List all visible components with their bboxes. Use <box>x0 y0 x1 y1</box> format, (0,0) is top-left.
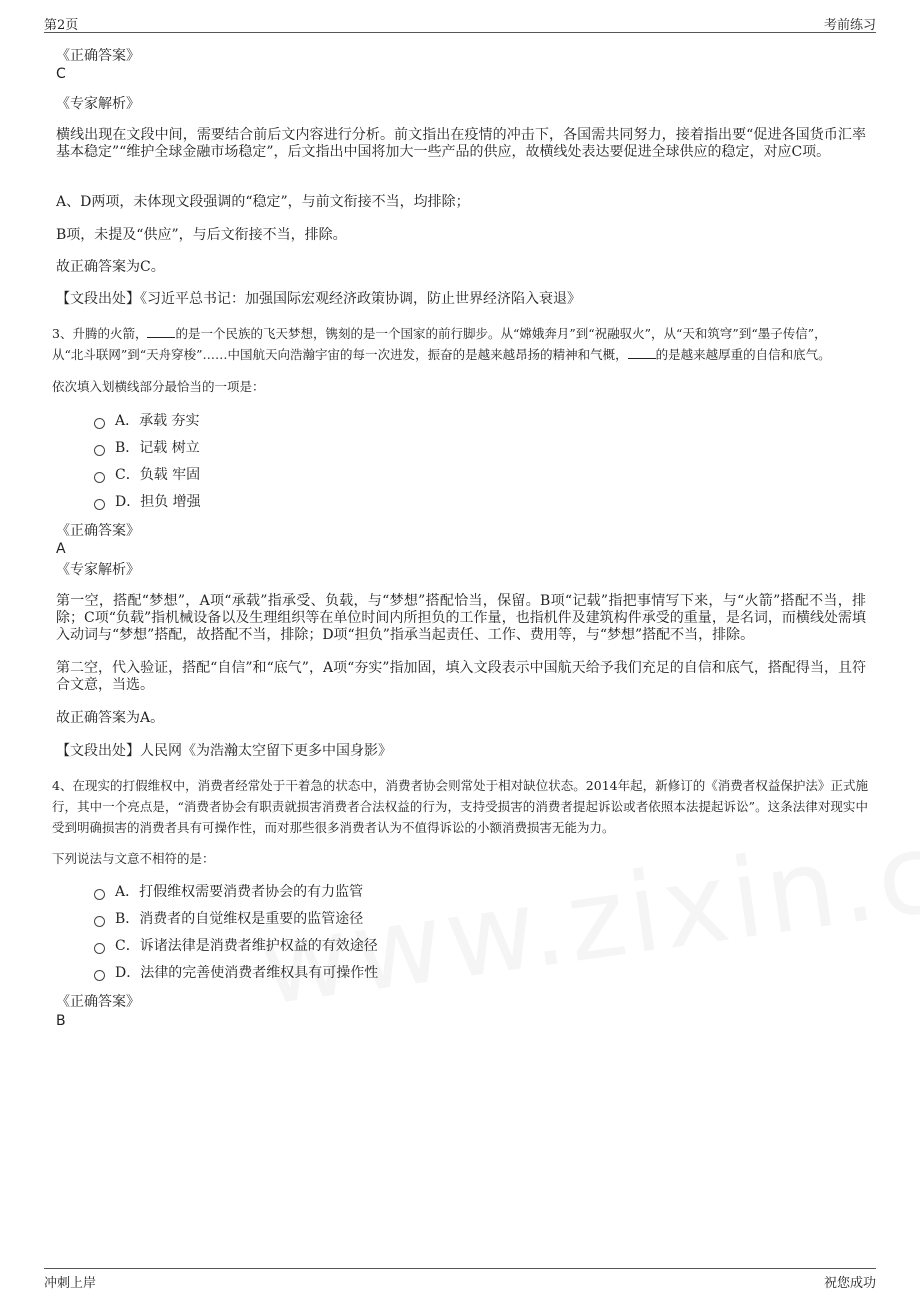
option-a[interactable]: A．承载 夯实 <box>94 411 200 431</box>
footer-right: 祝您成功 <box>823 1276 876 1291</box>
fill-blank <box>147 325 175 338</box>
answer-title: 《正确答案》 <box>56 994 140 1010</box>
radio-icon[interactable] <box>94 943 105 954</box>
question-prompt: 依次填入划横线部分最恰当的一项是： <box>52 379 265 394</box>
radio-icon[interactable] <box>94 418 105 429</box>
radio-icon[interactable] <box>94 889 105 900</box>
question-stem: 4、在现实的打假维权中，消费者经常处于干着急的状态中，消费者协会则常处于相对缺位状态。2014年起，新修订的《消费者权益保护法》正式施行，其中一个亮点是，“消费者协会有职责就损害消费者合法权益的行为，支持受损害的消费者提起诉讼或者依照本法提起诉讼”。这条法律对现实中受到明确损害的消费者具有可操作性，而对那些很多消费者认为不值得诉讼的小额消费损害无能为力。 <box>52 778 868 835</box>
question-stem: 3、升腾的火箭， 的是一个民族的飞天梦想，镌刻的是一个国家的前行脚步。从“嫦娥奔月”到“祝融驭火”，从“天和筑穹”到“墨子传信”， 从“北斗联网”到“天舟穿梭”……中国航天向浩瀚宇宙的每一次进发，振奋的是越来越昂扬的精神和气概， 的是越来越厚重的自信和底气。 <box>52 326 831 362</box>
option-d[interactable]: D．法律的完善使消费者维权具有可操作性 <box>94 963 378 983</box>
radio-icon[interactable] <box>94 499 105 510</box>
option-c[interactable]: C．负载 牢固 <box>94 465 200 485</box>
page-footer <box>44 1268 876 1289</box>
analysis-title: 《专家解析》 <box>56 96 140 112</box>
answer-title: 《正确答案》 <box>56 48 140 64</box>
analysis-paragraph: 第一空，搭配“梦想”，A项“承载”指承受、负载，与“梦想”搭配恰当，保留。B项“记载”指把事情写下来，与“火箭”搭配不当，排除；C项“负载”指机械设备以及生理组织等在单位时间内所担负的工作量，也指机件及建筑构件承受的重量，是名词，而横线处需填入动词与“梦想”搭配，故搭配不当，排除；D项“担负”指承当起责任、工作、费用等，与“梦想”搭配不当，排除。 <box>56 593 866 643</box>
analysis-paragraph: 横线出现在文段中间，需要结合前后文内容进行分析。前文指出在疫情的冲击下，各国需共同努力，接着指出要“促进各国货币汇率基本稳定”“维护全球金融市场稳定”，后文指出中国将加大一些产品的供应，故横线处表达要促进全球供应的稳定，对应C项。 <box>56 127 866 160</box>
header-title: 考前练习 <box>823 18 876 33</box>
footer-left: 冲刺上岸 <box>44 1276 97 1291</box>
option-b[interactable]: B．消费者的自觉维权是重要的监管途径 <box>94 909 363 929</box>
radio-icon[interactable] <box>94 472 105 483</box>
analysis-paragraph: A、D两项，未体现文段强调的“稳定”，与前文衔接不当，均排除； <box>56 194 470 210</box>
option-b[interactable]: B．记载 树立 <box>94 438 200 458</box>
radio-icon[interactable] <box>94 970 105 981</box>
conclusion: 故正确答案为C。 <box>56 259 165 275</box>
option-d[interactable]: D．担负 增强 <box>94 492 201 512</box>
page-header <box>44 14 876 33</box>
question-prompt: 下列说法与文意不相符的是： <box>52 851 215 866</box>
source-citation: 【文段出处】人民网《为浩瀚太空留下更多中国身影》 <box>56 743 392 759</box>
option-c[interactable]: C．诉诸法律是消费者维护权益的有效途径 <box>94 936 378 956</box>
radio-icon[interactable] <box>94 916 105 927</box>
radio-icon[interactable] <box>94 445 105 456</box>
analysis-paragraph: B项，未提及“供应”，与后文衔接不当，排除。 <box>56 227 347 243</box>
page-number: 第2页 <box>44 18 79 33</box>
conclusion: 故正确答案为A。 <box>56 710 165 726</box>
option-a[interactable]: A．打假维权需要消费者协会的有力监管 <box>94 882 363 902</box>
source-citation: 【文段出处】《习近平总书记：加强国际宏观经济政策协调，防止世界经济陷入衰退》 <box>56 291 581 307</box>
answer-title: 《正确答案》 <box>56 523 140 539</box>
answer-value: A <box>56 541 66 557</box>
fill-blank <box>628 346 656 359</box>
answer-value: C <box>56 66 66 82</box>
analysis-title: 《专家解析》 <box>56 562 140 578</box>
analysis-paragraph: 第二空，代入验证，搭配“自信”和“底气”，A项“夯实”指加固，填入文段表示中国航天给予我们充足的自信和底气，搭配得当，且符合文意，当选。 <box>56 660 866 693</box>
answer-value: B <box>56 1013 66 1029</box>
